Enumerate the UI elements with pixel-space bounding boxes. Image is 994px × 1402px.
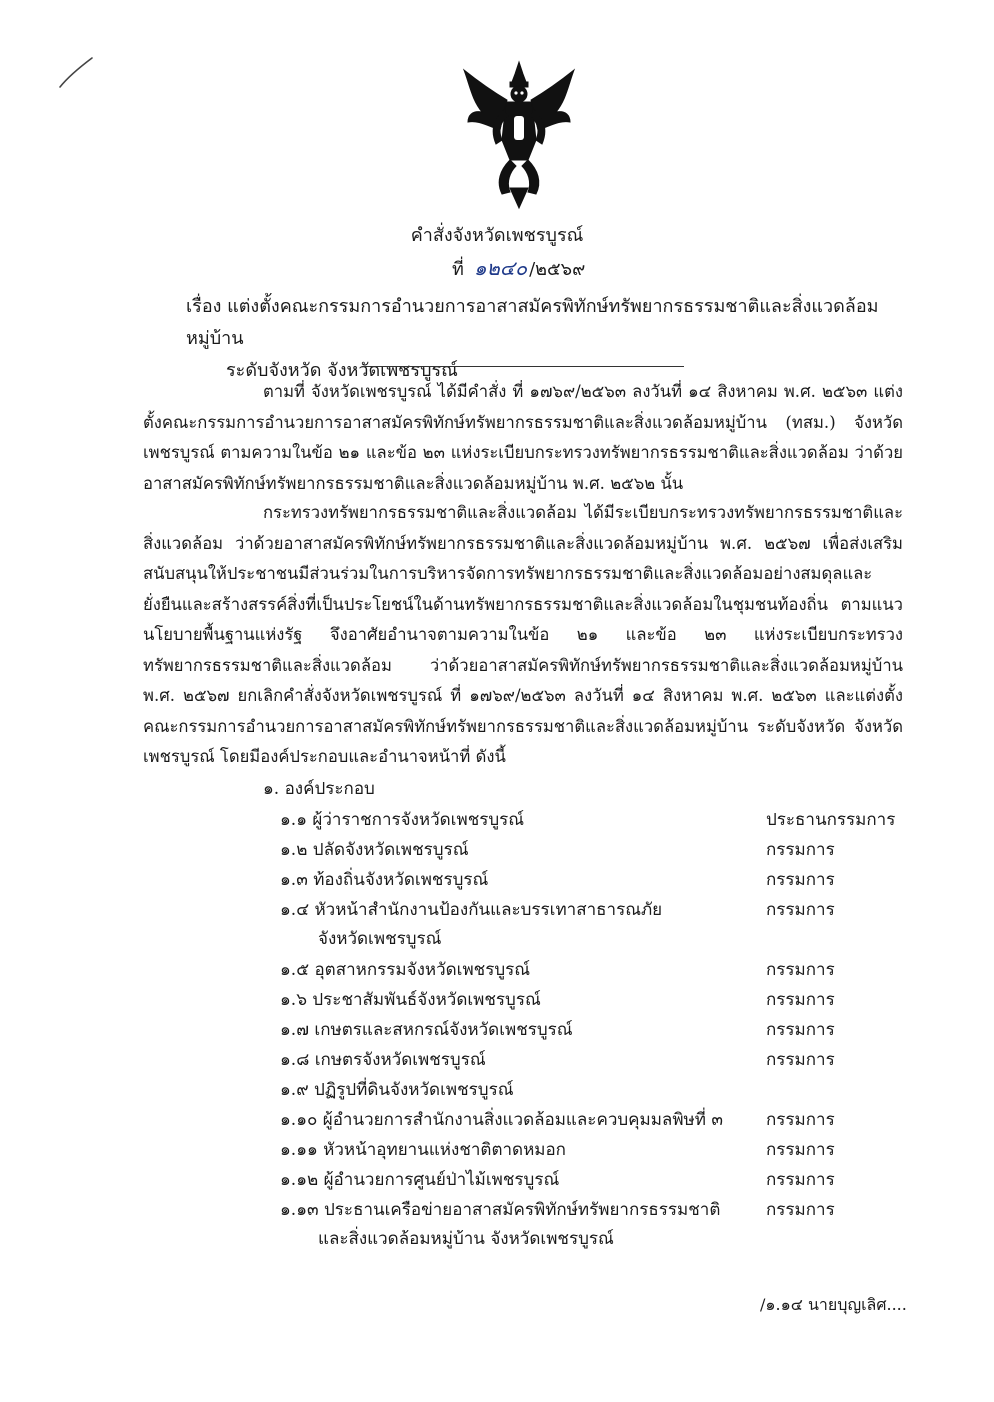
member-name: ๑.๑๑ หัวหน้าอุทยานแห่งชาติตาดหมอก [280, 1140, 566, 1160]
page-continuation: /๑.๑๔ นายบุญเลิศ.... [760, 1295, 907, 1314]
member-name: ๑.๑๓ ประธานเครือข่ายอาสาสมัครพิทักษ์ทรัพยากรธรรมชาติ [280, 1200, 721, 1220]
body-paragraph-2-text: กระทรวงทรัพยากรธรรมชาติและสิ่งแวดล้อม ได้มีระเบียบกระทรวงทรัพยากรธรรมชาติและสิ่งแวดล้อม ว่าด้วยอาสาสมัครพิทักษ์ทรัพยากรธรรมชาติและสิ่งแวดล้อมหมู่บ้าน พ.ศ. ๒๕๖๗ เพื่อส่งเสริมสนับสนุนให้ประชาชนมีส่วนร่วมในการบริหารจัดการทรัพยากรธรรมชาติและสิ่งแวดล้อมอย่างสมดุลและยั่งยืนและสร้างสรรค์สิ่งที่เป็นประโยชน์ในด้านทรัพยากรธรรมชาติและสิ่งแวดล้อมในชุมชนท้องถิ่น ตามแนวนโยบายพื้นฐานแห่งรัฐ จึงอาศัยอำนาจตามความในข้อ ๒๑ และข้อ ๒๓ แห่งระเบียบกระทรวงทรัพยากรธรรมชาติและสิ่งแวดล้อม ว่าด้วยอาสาสมัครพิทักษ์ทรัพยากรธรรมชาติและสิ่งแวดล้อมหมู่บ้าน พ.ศ. ๒๕๖๗ ยกเลิกคำสั่งจังหวัดเพชรบูรณ์ ที่ ๑๗๖๙/๒๕๖๓ ลงวันที่ ๑๔ สิงหาคม พ.ศ. ๒๕๖๓ และแต่งตั้งคณะกรรมการอำนวยการอาสาสมัครพิทักษ์ทรัพยากรธรรมชาติและสิ่งแวดล้อมหมู่บ้าน ระดับจังหวัด จังหวัดเพชรบูรณ์ โดยมีองค์ประกอบและอำนาจหน้าที่ ดังนี้ [143, 503, 903, 766]
body-paragraph-1 [143, 377, 903, 499]
order-title: คำสั่งจังหวัดเพชรบูรณ์ [410, 225, 584, 246]
member-name: ๑.๗ เกษตรและสหกรณ์จังหวัดเพชรบูรณ์ [280, 1020, 573, 1040]
member-role: กรรมการ [766, 840, 835, 860]
member-name: ๑.๖ ประชาสัมพันธ์จังหวัดเพชรบูรณ์ [280, 990, 541, 1010]
member-role: กรรมการ [766, 1110, 835, 1130]
member-role: กรรมการ [766, 1020, 835, 1040]
member-name-line-2: และสิ่งแวดล้อมหมู่บ้าน จังหวัดเพชรบูรณ์ [318, 1229, 614, 1249]
member-name: ๑.๕ อุตสาหกรรมจังหวัดเพชรบูรณ์ [280, 960, 531, 980]
member-name: ๑.๒ ปลัดจังหวัดเพชรบูรณ์ [280, 840, 469, 860]
body-paragraph-1-text: ตามที่ จังหวัดเพชรบูรณ์ ได้มีคำสั่ง ที่ ๑๗๖๙/๒๕๖๓ ลงวันที่ ๑๔ สิงหาคม พ.ศ. ๒๕๖๓ แต่งตั้งคณะกรรมการอำนวยการอาสาสมัครพิทักษ์ทรัพยากรธรรมชาติและสิ่งแวดล้อมหมู่บ้าน (ทสม.) จังหวัดเพชรบูรณ์ ตามความในข้อ ๒๑ และข้อ ๒๓ แห่งระเบียบกระทรวงทรัพยากรธรรมชาติและสิ่งแวดล้อม ว่าด้วยอาสาสมัครพิทักษ์ทรัพยากรธรรมชาติและสิ่งแวดล้อมหมู่บ้าน พ.ศ. ๒๕๖๒ นั้น [143, 382, 903, 493]
member-role: กรรมการ [766, 1140, 835, 1160]
member-role: กรรมการ [766, 900, 835, 920]
order-number [452, 252, 585, 284]
pen-mark-icon [58, 55, 94, 91]
member-name: ๑.๓ ท้องถิ่นจังหวัดเพชรบูรณ์ [280, 870, 489, 890]
order-number-handwritten: ๑๒๔๐ [473, 256, 528, 280]
member-name-line-2: จังหวัดเพชรบูรณ์ [318, 929, 442, 949]
member-role: กรรมการ [766, 1200, 835, 1220]
member-role: ประธานกรรมการ [766, 810, 896, 830]
order-number-label: ที่ [452, 259, 464, 280]
divider-line [362, 366, 684, 367]
section-heading: ๑. องค์ประกอบ [263, 779, 375, 799]
member-name: ๑.๘ เกษตรจังหวัดเพชรบูรณ์ [280, 1050, 486, 1070]
garuda-emblem-icon [460, 60, 578, 210]
subject-line-1: เรื่อง แต่งตั้งคณะกรรมการอำนวยการอาสาสมัครพิทักษ์ทรัพยากรธรรมชาติและสิ่งแวดล้อมหมู่บ้าน [186, 296, 879, 349]
member-name: ๑.๑๐ ผู้อำนวยการสำนักงานสิ่งแวดล้อมและควบคุมมลพิษที่ ๓ [280, 1110, 723, 1130]
subject-line-2: ระดับจังหวัด จังหวัดเพชรบูรณ์ [226, 360, 458, 381]
member-name: ๑.๙ ปฏิรูปที่ดินจังหวัดเพชรบูรณ์ [280, 1080, 514, 1100]
member-role: กรรมการ [766, 1170, 835, 1190]
subject [186, 291, 886, 387]
member-name: ๑.๑ ผู้ว่าราชการจังหวัดเพชรบูรณ์ [280, 810, 525, 830]
member-role: กรรมการ [766, 990, 835, 1010]
body-paragraph-2 [143, 498, 903, 773]
member-role: กรรมการ [766, 870, 835, 890]
member-role: กรรมการ [766, 1050, 835, 1070]
member-name: ๑.๑๒ ผู้อำนวยการศูนย์ป่าไม้เพชรบูรณ์ [280, 1170, 560, 1190]
order-number-year: /๒๕๖๙ [529, 259, 586, 280]
member-name: ๑.๔ หัวหน้าสำนักงานป้องกันและบรรเทาสาธารณภัย [280, 900, 663, 920]
member-role: กรรมการ [766, 960, 835, 980]
